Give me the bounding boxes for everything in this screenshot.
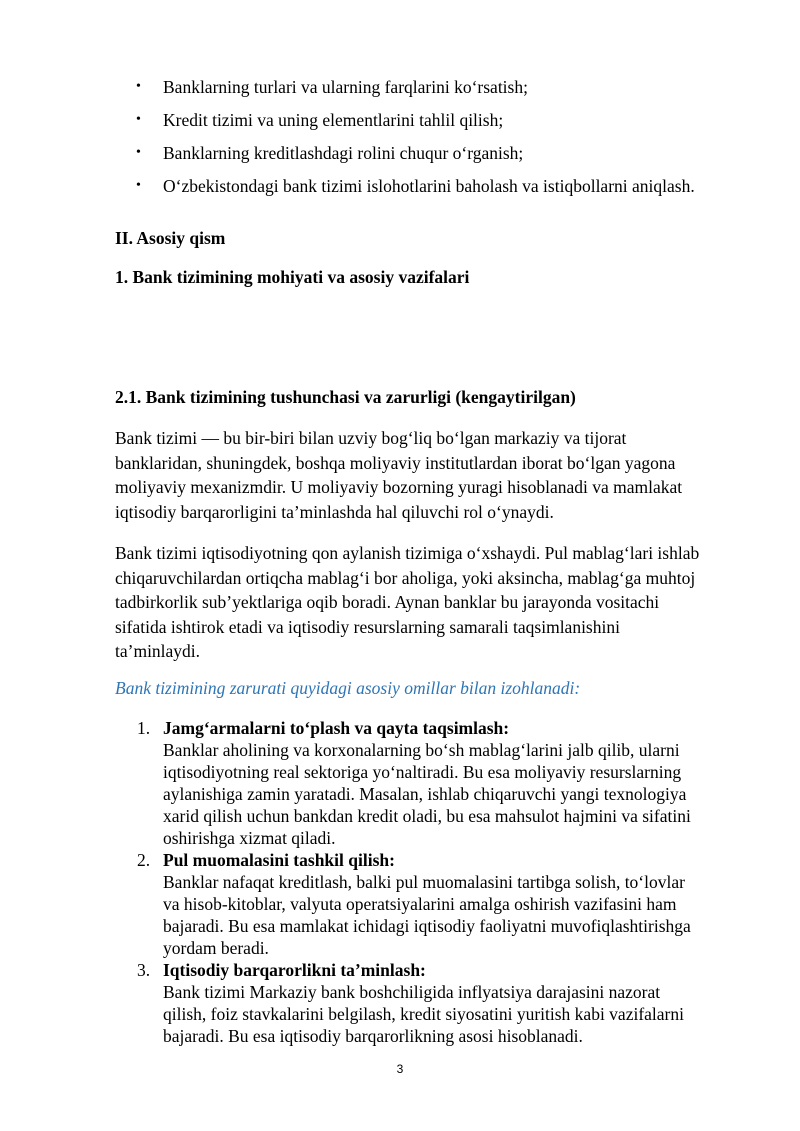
page-number: 3 [396,1062,404,1076]
paragraph-line: banklaridan, shuningdek, boshqa moliyaviy institutlardan iborat bo‘lgan yagona [115,452,676,473]
paragraph-line: Bank tizimi iqtisodiyotning qon aylanish tizimiga o‘xshaydi. Pul mablag‘lari ishlab [115,543,700,563]
bullet-item [136,109,776,131]
subsection-heading: 1. Bank tizimining mohiyati va asosiy vazifalari [115,267,470,287]
sub-subsection-heading: 2.1. Bank tizimining tushunchasi va zarurligi (kengaytirilgan) [115,387,576,407]
bullet-item [136,76,776,98]
item-title: Jamg‘armalarni to‘plash va qayta taqsimlash: [163,718,510,738]
bullet-icon: • [136,79,141,94]
item-line: bajaradi. Bu esa mamlakat ichidagi iqtisodiy faoliyatni muvofiqlashtirishga [163,916,691,936]
paragraph-circulation [115,541,755,664]
section-heading: II. Asosiy qism [115,228,226,248]
item-number: 2. [137,850,151,870]
item-title: Iqtisodiy barqarorlikni ta’minlash: [163,960,426,980]
item-line: iqtisodiyotning real sektoriga yo‘naltiradi. Bu esa moliyaviy resurslarning [163,762,682,782]
item-number: 1. [137,718,151,738]
bullet-text: Kredit tizimi va uning elementlarini tahlil qilish; [163,110,504,130]
bullet-item [136,175,776,197]
item-line: yordam beradi. [163,938,269,958]
objectives-bullet-list [136,76,776,208]
item-number: 3. [137,960,151,980]
item-line: Banklar aholining va korxonalarning bo‘sh mablag‘larini jalb qilib, ularni [163,740,680,760]
paragraph-line: iqtisodiy barqarorligini ta’minlashda hal qiluvchi rol o‘ynaydi. [115,501,554,522]
item-line: bajaradi. Bu esa iqtisodiy barqarorlikning asosi hisoblanadi. [163,1026,583,1046]
numbered-item [137,717,757,849]
item-line: aylanishiga zamin yaratadi. Masalan, ishlab chiqaruvchi yangi texnologiya [163,784,687,804]
item-line: Banklar nafaqat kreditlash, balki pul muomalasini tartibga solish, to‘lovlar [163,872,685,892]
bullet-icon: • [136,145,141,160]
item-title: Pul muomalasini tashkil qilish: [163,850,395,870]
bullet-text: Banklarning kreditlashdagi rolini chuqur o‘rganish; [163,143,524,163]
italic-lead-sentence: Bank tizimining zarurati quyidagi asosiy omillar bilan izohlanadi: [115,678,581,698]
item-line: va hisob-kitoblar, valyuta operatsiyalarini amalga oshirish vazifasini ham [163,894,677,914]
bullet-item [136,142,776,164]
item-line: xarid qilish uchun bankdan kredit oladi, bu esa mahsulot hajmini va sifatini [163,806,691,826]
paragraph-line: sifatida ishtirok etadi va iqtisodiy resurslarning samarali taqsimlanishini [115,616,620,637]
numbered-item [137,849,757,959]
numbered-item [137,959,757,1047]
paragraph-definition [115,426,755,524]
paragraph-line: ta’minlaydi. [115,641,201,661]
paragraph-line: Bank tizimi — bu bir-biri bilan uzviy bog‘liq bo‘lgan markaziy va tijorat [115,428,627,448]
bullet-text: O‘zbekistondagi bank tizimi islohotlarini baholash va istiqbollarni aniqlash. [163,176,695,196]
bullet-text: Banklarning turlari va ularning farqlarini ko‘rsatish; [163,77,528,97]
paragraph-line: tadbirkorlik sub’yektlariga oqib boradi. Aynan banklar bu jarayonda vositachi [115,592,660,612]
bullet-icon: • [136,178,141,193]
item-line: oshirishga xizmat qiladi. [163,828,336,848]
item-line: qilish, foiz stavkalarini belgilash, kredit siyosatini yuritish kabi vazifalarni [163,1004,684,1024]
bullet-icon: • [136,112,141,127]
paragraph-line: chiqaruvchilardan ortiqcha mablag‘i bor aholiga, yoki aksincha, mablag‘ga muhtoj [115,567,696,588]
item-line: Bank tizimi Markaziy bank boshchiligida inflyatsiya darajasini nazorat [163,982,661,1002]
paragraph-line: moliyaviy mexanizmdir. U moliyaviy bozorning yuragi hisoblanadi va mamlakat [115,477,683,497]
